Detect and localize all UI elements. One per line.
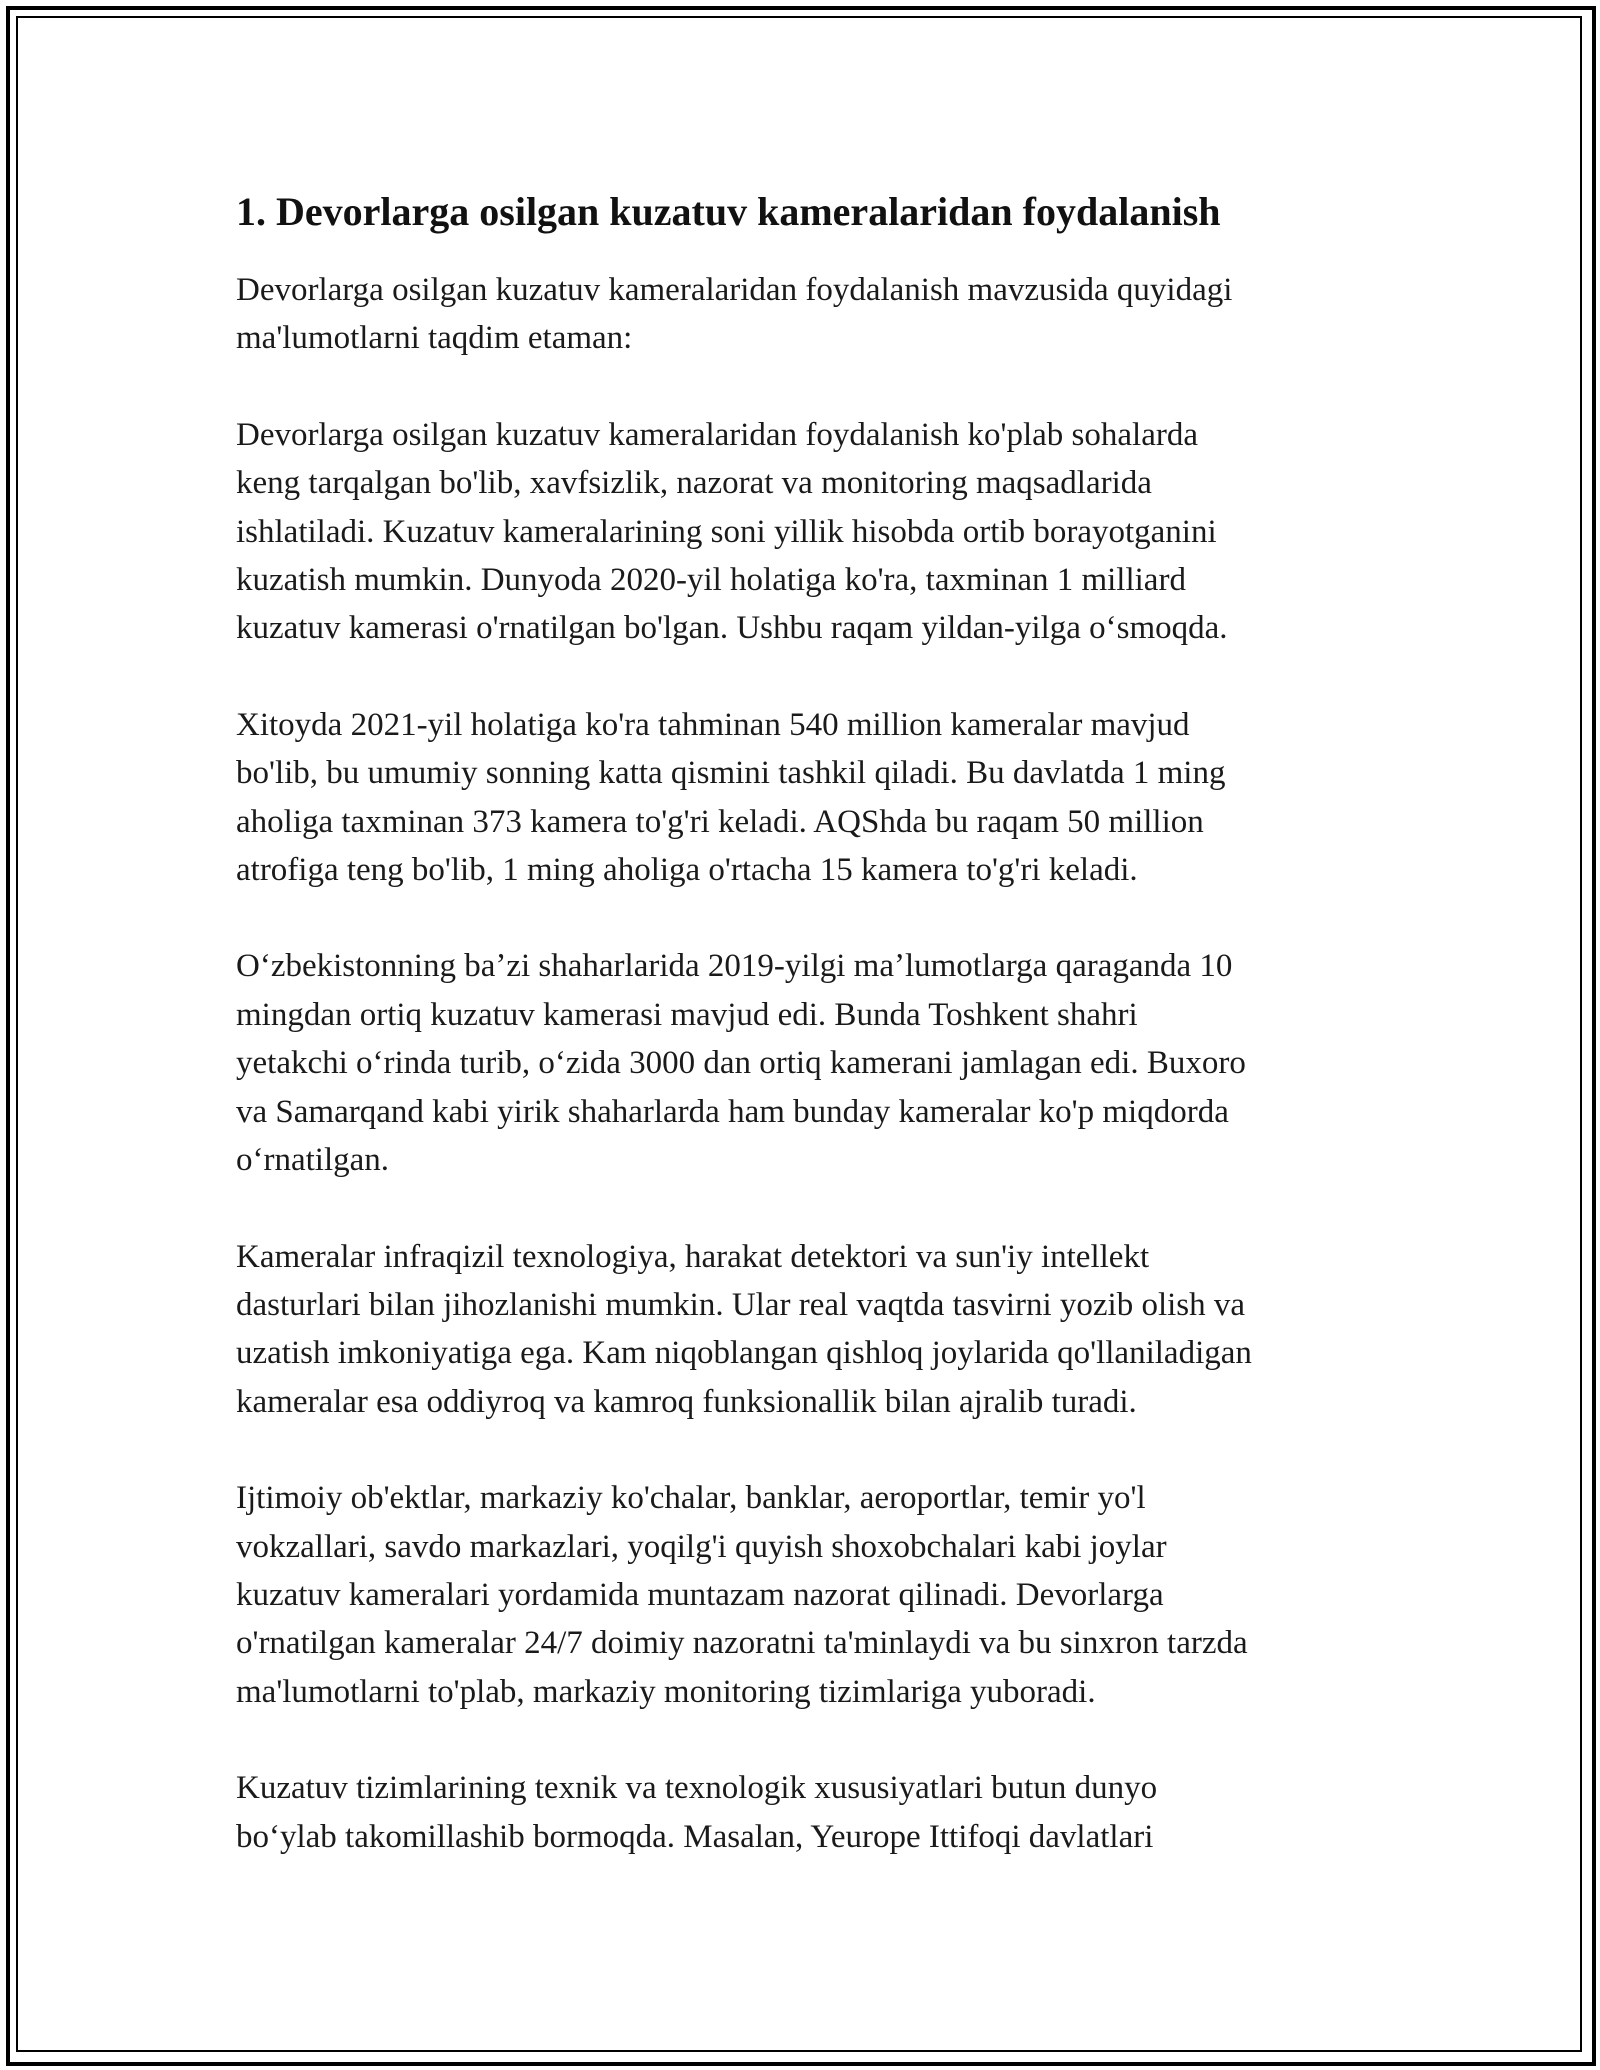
paragraph-technology	[236, 1233, 1376, 1427]
text-line: oʻrnatilgan.	[236, 1142, 390, 1179]
section-heading: 1. Devorlarga osilgan kuzatuv kameralaridan foydalanish	[236, 189, 1221, 234]
text-line: Oʻzbekistonning baʼzi shaharlarida 2019-yilgi maʼlumotlarga qaraganda 10	[236, 948, 1233, 985]
text-line: yetakchi oʻrinda turib, oʻzida 3000 dan ortiq kamerani jamlagan edi. Buxoro	[236, 1045, 1246, 1082]
text-line: Xitoyda 2021-yil holatiga ko'ra tahminan 540 million kameralar mavjud	[236, 706, 1190, 743]
text-line: va Samarqand kabi yirik shaharlarda ham bunday kameralar ko'p miqdorda	[236, 1093, 1229, 1130]
text-line: Kuzatuv tizimlarining texnik va texnologik xususiyatlari butun dunyo	[236, 1770, 1158, 1807]
text-line: boʻylab takomillashib bormoqda. Masalan, Yeurope Ittifoqi davlatlari	[236, 1818, 1154, 1855]
text-line: dasturlari bilan jihozlanishi mumkin. Ular real vaqtda tasvirni yozib olish va	[236, 1286, 1246, 1323]
text-line: uzatish imkoniyatiga ega. Kam niqoblangan qishloq joylarida qo'llaniladigan	[236, 1335, 1252, 1372]
text-line: kuzatuv kameralari yordamida muntazam nazorat qilinadi. Devorlarga	[236, 1576, 1164, 1613]
text-line: o'rnatilgan kameralar 24/7 doimiy nazoratni ta'minlaydi va bu sinxron tarzda	[236, 1625, 1248, 1662]
paragraph-uzbekistan	[236, 942, 1376, 1184]
text-line: Devorlarga osilgan kuzatuv kameralaridan foydalanish ko'plab sohalarda	[236, 416, 1198, 453]
text-line: ma'lumotlarni to'plab, markaziy monitoring tizimlariga yuboradi.	[236, 1673, 1096, 1710]
paragraph-china-usa	[236, 701, 1376, 895]
text-line: ishlatiladi. Kuzatuv kameralarining soni yillik hisobda ortib borayotganini	[236, 513, 1217, 550]
text-line: kameralar esa oddiyroq va kamroq funksionallik bilan ajralib turadi.	[236, 1383, 1137, 1420]
text-line: mingdan ortiq kuzatuv kamerasi mavjud edi. Bunda Toshkent shahri	[236, 996, 1138, 1033]
text-line: ma'lumotlarni taqdim etaman:	[236, 320, 633, 357]
paragraph-global-usage	[236, 411, 1376, 653]
text-line: Devorlarga osilgan kuzatuv kameralaridan foydalanish mavzusida quyidagi	[236, 272, 1233, 308]
text-line: Kameralar infraqizil texnologiya, harakat detektori va sun'iy intellekt	[236, 1238, 1150, 1275]
paragraph-locations	[236, 1474, 1376, 1716]
text-line: aholiga taxminan 373 kamera to'g'ri keladi. AQShda bu raqam 50 million	[236, 803, 1204, 840]
text-line: keng tarqalgan bo'lib, xavfsizlik, nazorat va monitoring maqsadlarida	[236, 465, 1152, 502]
text-line: kuzatish mumkin. Dunyoda 2020-yil holatiga ko'ra, taxminan 1 milliard	[236, 562, 1186, 599]
document-body	[236, 188, 1376, 1909]
text-line: atrofiga teng bo'lib, 1 ming aholiga o'rtacha 15 kamera to'g'ri keladi.	[236, 852, 1138, 889]
text-line: Ijtimoiy ob'ektlar, markaziy ko'chalar, banklar, aeroportlar, temir yo'l	[236, 1480, 1146, 1517]
paragraph-intro	[236, 266, 1376, 363]
paragraph-technical-features	[236, 1764, 1376, 1861]
text-line: bo'lib, bu umumiy sonning katta qismini tashkil qiladi. Bu davlatda 1 ming	[236, 755, 1226, 792]
text-line: kuzatuv kamerasi o'rnatilgan bo'lgan. Ushbu raqam yildan-yilga oʻsmoqda.	[236, 610, 1228, 647]
text-line: vokzallari, savdo markazlari, yoqilg'i quyish shoxobchalari kabi joylar	[236, 1528, 1167, 1565]
